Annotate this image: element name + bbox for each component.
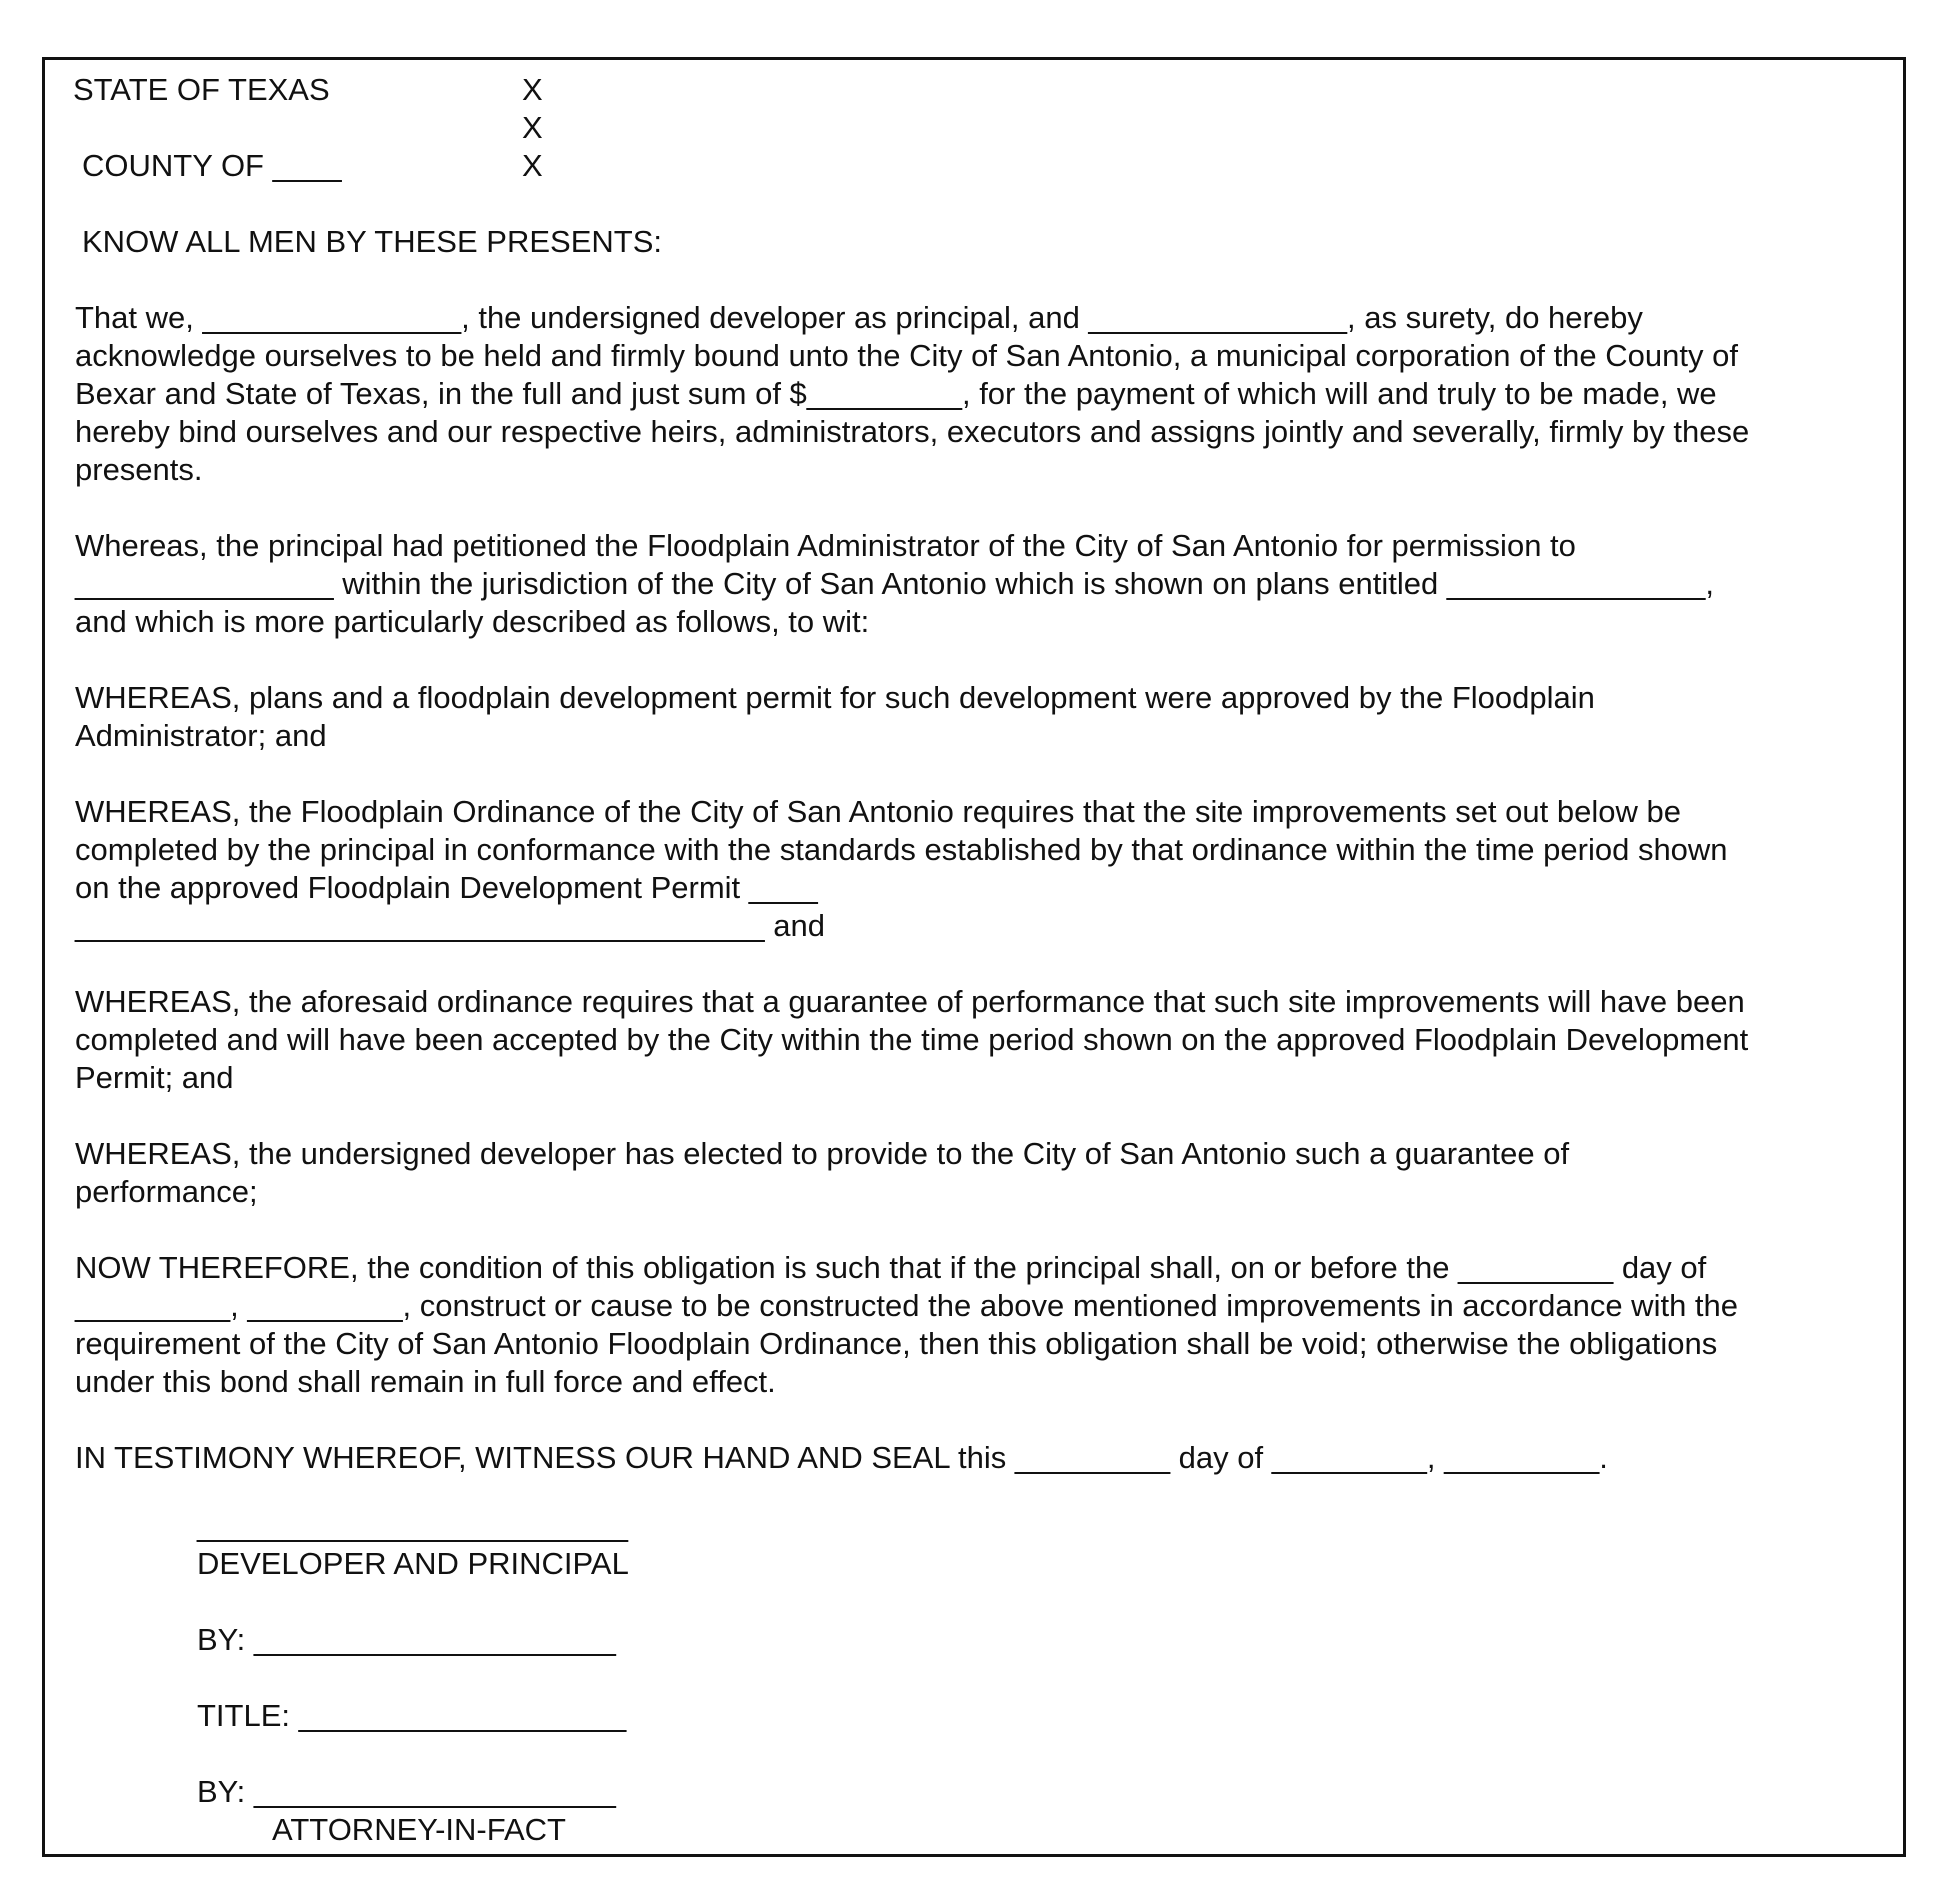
- para3-line: Administrator; and: [75, 718, 327, 753]
- x-mark: X: [522, 110, 543, 145]
- para7-line: requirement of the City of San Antonio Floodplain Ordinance, then this obligation shall be void; otherwise the obligations: [75, 1326, 1718, 1361]
- para7-line: under this bond shall remain in full force and effect.: [75, 1364, 776, 1399]
- para6-line: performance;: [75, 1174, 258, 1209]
- para7-line: NOW THEREFORE, the condition of this obligation is such that if the principal shall, on or before the _________ day of: [75, 1250, 1707, 1285]
- para1-line: acknowledge ourselves to be held and firmly bound unto the City of San Antonio, a municipal corporation of the County of: [75, 338, 1738, 373]
- para2-line: _______________ within the jurisdiction of the City of San Antonio which is shown on plans entitled _______________,: [75, 566, 1715, 601]
- x-mark: X: [522, 72, 543, 107]
- para4-line: WHEREAS, the Floodplain Ordinance of the City of San Antonio requires that the site improvements set out below be: [75, 794, 1681, 829]
- para1-line: presents.: [75, 452, 203, 487]
- para4-line: completed by the principal in conformance with the standards established by that ordinance within the time period shown: [75, 832, 1728, 867]
- para2-line: Whereas, the principal had petitioned the Floodplain Administrator of the City of San Antonio for permission to: [75, 528, 1576, 563]
- para4-line: on the approved Floodplain Development Permit ____: [75, 870, 818, 905]
- para5-line: completed and will have been accepted by the City within the time period shown on the approved Floodplain Development: [75, 1022, 1749, 1057]
- para5-line: Permit; and: [75, 1060, 234, 1095]
- x-mark: X: [522, 148, 543, 183]
- para6-line: WHEREAS, the undersigned developer has elected to provide to the City of San Antonio such a guarantee of: [75, 1136, 1570, 1171]
- state-heading: STATE OF TEXAS: [73, 72, 330, 107]
- title-line: TITLE: ___________________: [197, 1698, 627, 1733]
- para1-line: Bexar and State of Texas, in the full and just sum of $_________, for the payment of which will and truly to be made, we: [75, 376, 1717, 411]
- by-line-2: BY: _____________________: [197, 1774, 616, 1809]
- para3-line: WHEREAS, plans and a floodplain development permit for such development were approved by the Floodplain: [75, 680, 1595, 715]
- county-heading: COUNTY OF ____: [82, 148, 342, 183]
- developer-label: DEVELOPER AND PRINCIPAL: [197, 1546, 629, 1581]
- signature-line: _________________________: [197, 1508, 629, 1543]
- para2-line: and which is more particularly described as follows, to wit:: [75, 604, 870, 639]
- para7-line: _________, _________, construct or cause to be constructed the above mentioned improvements in accordance with the: [75, 1288, 1739, 1323]
- para1-line: That we, _______________, the undersigned developer as principal, and _______________, as surety, do hereby: [75, 300, 1643, 335]
- para5-line: WHEREAS, the aforesaid ordinance requires that a guarantee of performance that such site improvements will have been: [75, 984, 1745, 1019]
- by-line-1: BY: _____________________: [197, 1622, 616, 1657]
- attorney-label: ATTORNEY-IN-FACT: [272, 1812, 566, 1847]
- para1-line: hereby bind ourselves and our respective heirs, administrators, executors and assigns jointly and severally, firmly by these: [75, 414, 1750, 449]
- preamble: KNOW ALL MEN BY THESE PRESENTS:: [82, 224, 662, 259]
- testimony-line: IN TESTIMONY WHEREOF, WITNESS OUR HAND AND SEAL this _________ day of _________, _________.: [75, 1440, 1608, 1475]
- para4-line: ________________________________________ and: [75, 908, 825, 943]
